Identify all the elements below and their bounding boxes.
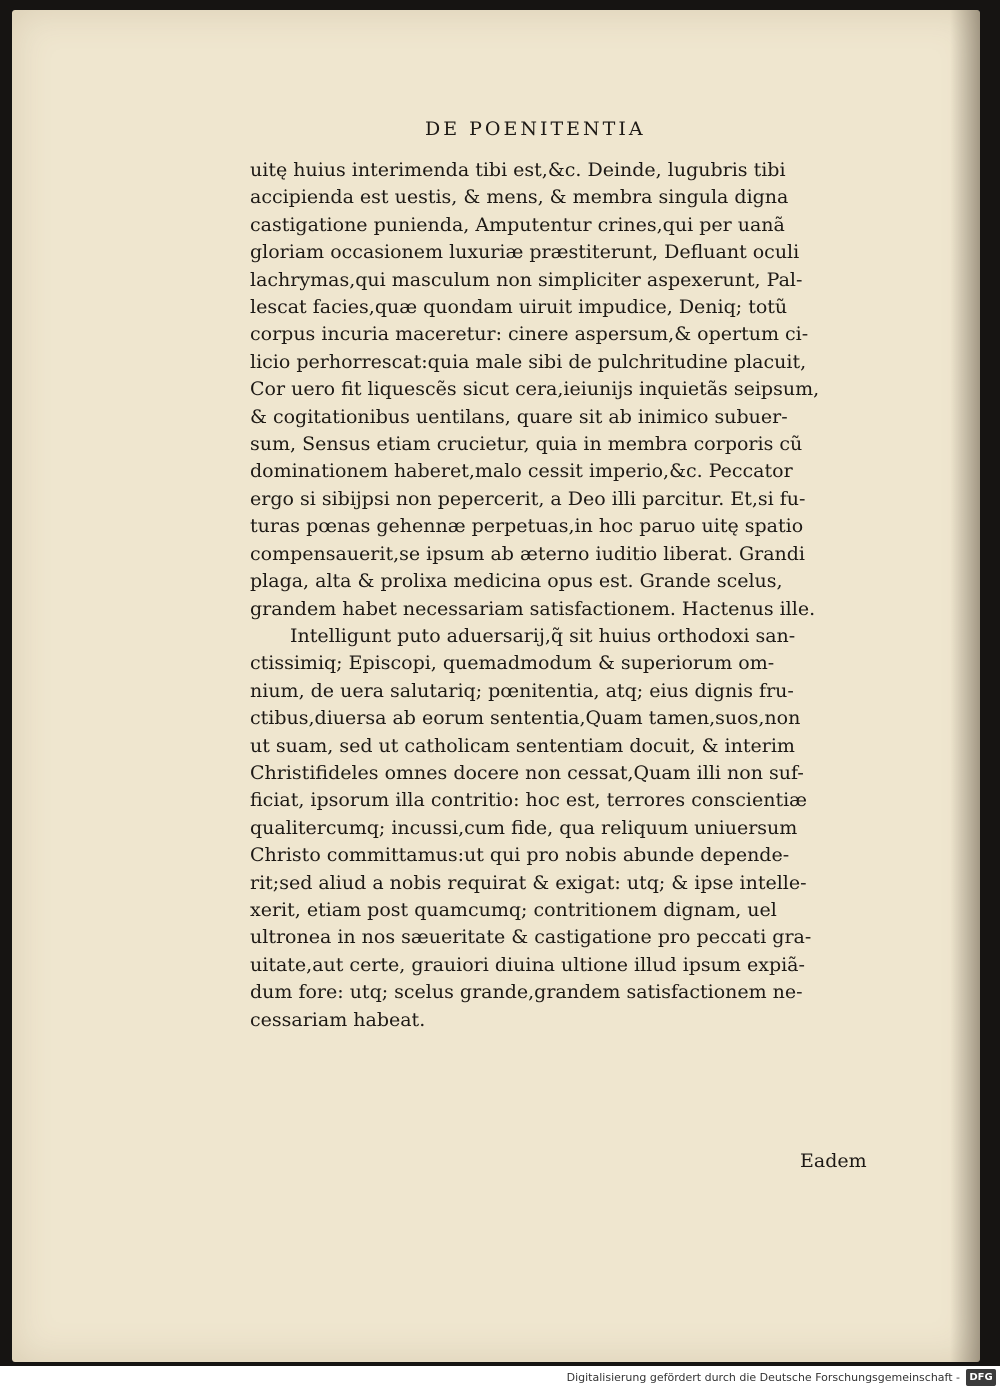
text-line: ergo si sibijpsi non pepercerit, a Deo illi parcitur. Et,si fu- (250, 487, 806, 510)
text-line: ctibus,diuersa ab eorum sententia,Quam tamen,suos,non (250, 707, 801, 730)
text-line: xerit, etiam post quamcumq; contritionem dignam, uel (250, 898, 777, 921)
text-line: Christifideles omnes docere non cessat,Quam illi non suf- (250, 761, 804, 784)
text-line: corpus incuria maceretur: cinere aspersum,& opertum ci- (250, 323, 809, 346)
text-line: uitę huius interimenda tibi est,&c. Deinde, lugubris tibi (250, 159, 786, 181)
text-line: gloriam occasionem luxuriæ præstiterunt, Defluant oculi (250, 241, 800, 264)
text-block (250, 157, 890, 1034)
text-line: lescat facies,quæ quondam uiruit impudice, Deniq; totũ (250, 296, 788, 319)
text-line: lachrymas,qui masculum non simpliciter aspexerunt, Pal- (250, 268, 803, 291)
dfg-logo: DFG (966, 1369, 996, 1386)
footer-bar (0, 1366, 1000, 1390)
funding-credit: Digitalisierung gefördert durch die Deutsche Forschungsgemeinschaft - (566, 1371, 960, 1384)
text-line: dum fore: utq; scelus grande,grandem satisfactionem ne- (250, 981, 803, 1004)
text-line: licio perhorrescat:quia male sibi de pulchritudine placuit, (250, 350, 807, 373)
text-line: turas pœnas gehennæ perpetuas,in hoc paruo uitę spatio (250, 515, 804, 538)
text-line: qualitercumq; incussi,cum fide, qua reliquum uniuersum (250, 816, 798, 839)
text-line: plaga, alta & prolixa medicina opus est. Grande scelus, (250, 570, 783, 593)
paragraph-2-first-line: Intelligunt puto aduersarij,q̃ sit huius orthodoxi san- (290, 624, 796, 647)
running-head: DE POENITENTIA (425, 118, 646, 140)
text-line: grandem habet necessariam satisfactionem. Hactenus ille. (250, 597, 816, 620)
text-line: dominationem haberet,malo cessit imperio,&c. Peccator (250, 460, 793, 483)
text-line: ut suam, sed ut catholicam sententiam docuit, & interim (250, 734, 795, 757)
text-line: rit;sed aliud a nobis requirat & exigat: utq; & ipse intelle- (250, 871, 807, 894)
text-line: Cor uero fit liquescẽs sicut cera,ieiunijs inquietãs seipsum, (250, 378, 820, 401)
text-line: ultronea in nos sæueritate & castigatione pro peccati gra- (250, 926, 812, 949)
text-line: Christo committamus:ut qui pro nobis abunde depende- (250, 844, 790, 867)
text-line: ficiat, ipsorum illa contritio: hoc est, terrores conscientiæ (250, 789, 808, 812)
text-line: compensauerit,se ipsum ab æterno iuditio liberat. Grandi (250, 542, 806, 565)
text-line: sum, Sensus etiam crucietur, quia in membra corporis cũ (250, 433, 803, 456)
text-line: cessariam habeat. (250, 1008, 426, 1031)
text-line: ctissimiq; Episcopi, quemadmodum & superiorum om- (250, 652, 775, 675)
text-line: castigatione punienda, Amputentur crines,qui per uanã (250, 213, 785, 236)
text-line: & cogitationibus uentilans, quare sit ab inimico subuer- (250, 405, 788, 428)
page-gutter-shadow (950, 10, 980, 1362)
text-line: uitate,aut certe, grauiori diuina ultione illud ipsum expiã- (250, 953, 805, 976)
text-line: nium, de uera salutariq; pœnitentia, atq; eius dignis fru- (250, 679, 794, 702)
catchword: Eadem (800, 1150, 867, 1172)
text-line: accipienda est uestis, & mens, & membra singula digna (250, 186, 789, 209)
